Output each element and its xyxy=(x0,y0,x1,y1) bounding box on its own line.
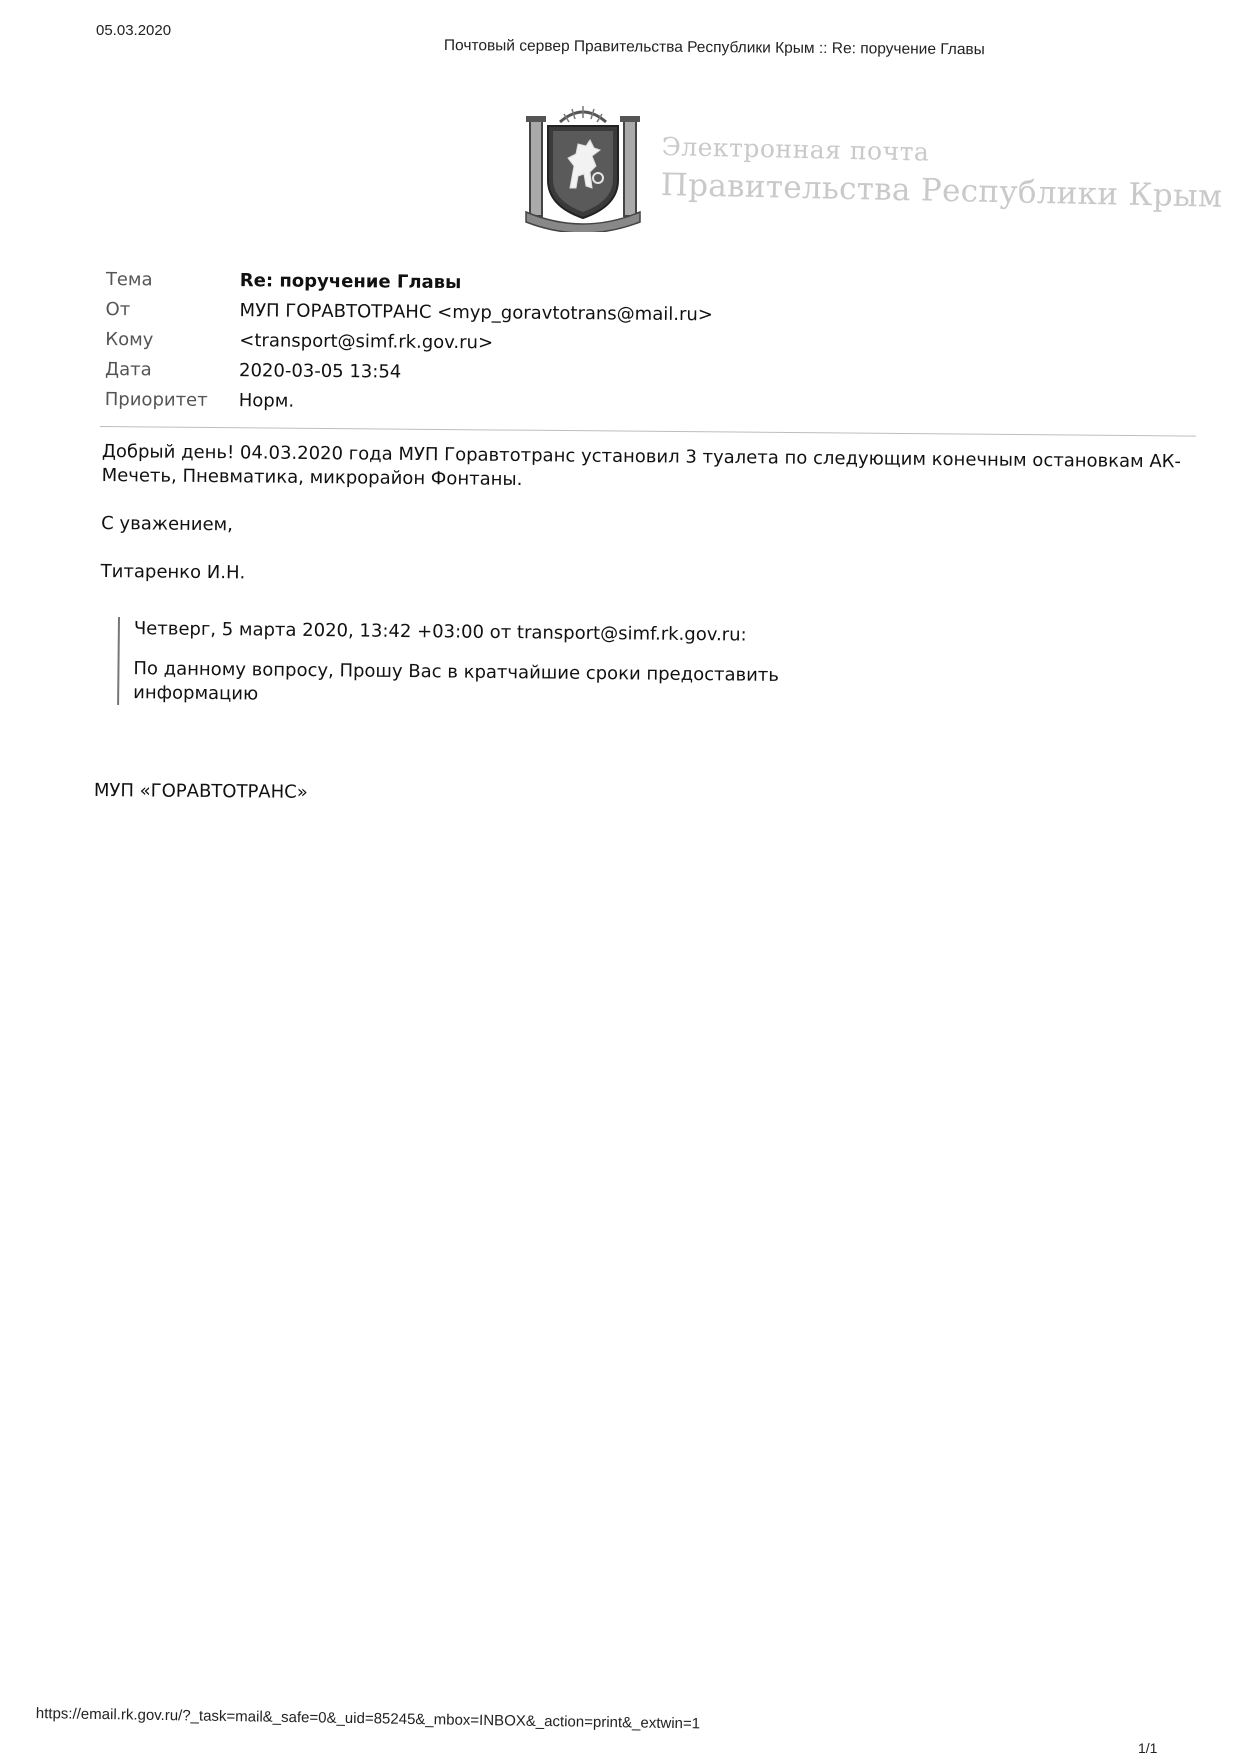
message-body xyxy=(101,440,1192,594)
crimea-coat-of-arms-icon xyxy=(520,100,646,232)
subject-value: Re: поручение Главы xyxy=(239,269,462,293)
from-value: МУП ГОРАВТОТРАНС <myp_goravtotrans@mail.ru> xyxy=(239,299,713,325)
brand-line-2: Правительства Республики Крым xyxy=(660,166,1223,215)
organization-name: МУП «ГОРАВТОТРАНС» xyxy=(93,780,308,803)
header-label: Приоритет xyxy=(104,388,208,411)
brand-line-1: Электронная почта xyxy=(661,132,930,167)
print-date: 05.03.2020 xyxy=(96,22,172,39)
quote-header: Четверг, 5 марта 2020, 13:42 +03:00 от transport@simf.rk.gov.ru: xyxy=(133,618,747,646)
header-divider xyxy=(100,426,1196,437)
header-label: Тема xyxy=(105,268,153,290)
print-page-title: Почтовый сервер Правительства Республики Крым :: Re: поручение Главы xyxy=(443,37,985,59)
header-label: От xyxy=(105,298,131,320)
date-value: 2020-03-05 13:54 xyxy=(238,359,402,383)
header-label: Дата xyxy=(104,358,152,380)
quote-text: По данному вопросу, Прошу Вас в кратчайшие сроки предоставить информацию xyxy=(133,658,780,705)
body-greeting: С уважением, xyxy=(101,512,234,536)
body-paragraph: Добрый день! 04.03.2020 года МУП Горавтотранс установил 3 туалета по следующим конечным остановкам АК-Мечеть, Пневматика, микрорайон Фонтаны. xyxy=(101,440,1182,491)
page-number: 1/1 xyxy=(1138,1740,1158,1756)
mail-server-brand xyxy=(661,132,1224,215)
message-headers xyxy=(105,264,1166,423)
quoted-message xyxy=(117,617,834,712)
print-url: https://email.rk.gov.ru/?_task=mail&_safe=0&_uid=85245&_mbox=INBOX&_action=print&_extwin=1 xyxy=(35,1705,701,1733)
priority-value: Норм. xyxy=(238,389,295,412)
header-label: Кому xyxy=(105,328,154,350)
to-value: <transport@simf.rk.gov.ru> xyxy=(239,329,494,353)
body-signature: Титаренко И.Н. xyxy=(100,560,246,584)
